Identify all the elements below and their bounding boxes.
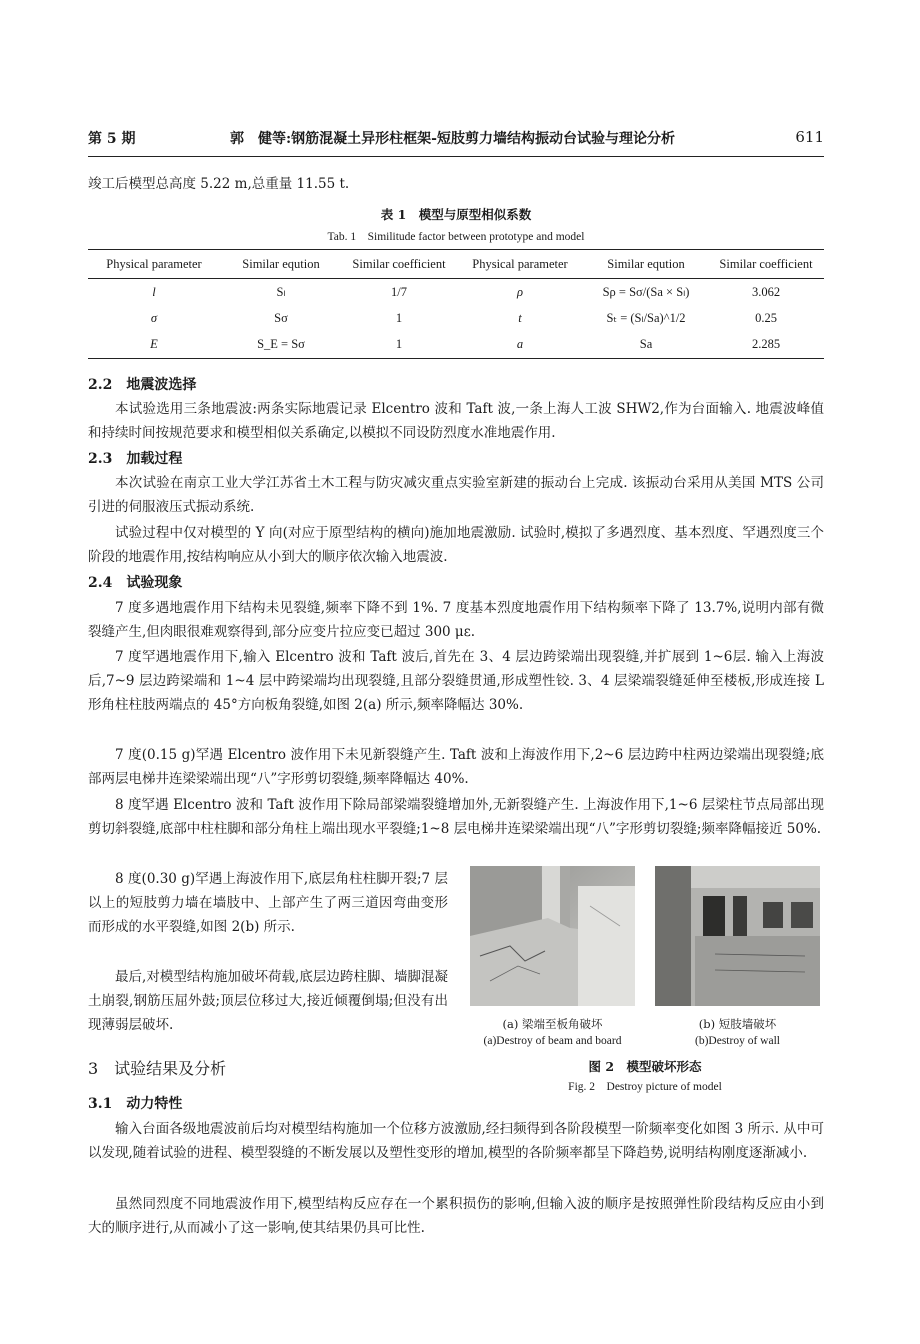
table-bottom-rule [88,358,824,359]
col-header: Physical parameter [88,250,220,279]
table-cell: Sρ = Sσ/(Sa × Sₗ) [602,285,690,299]
col-header: Similar eqution [220,250,342,279]
paragraph: 最后,对模型结构施加破坏荷载,底层边跨柱脚、墙脚混凝土崩裂,钢筋压屈外鼓;顶层位移过大,接近倾覆倒塌;但没有出现薄弱层破坏. [88,969,448,1033]
paragraph: 8 度(0.30 g)罕遇上海波作用下,底层角柱柱脚开裂;7 层以上的短肢剪力墙在墙肢中、上部产生了两三道因弯曲变形而形成的水平裂缝,如图 2(b) 所示. [88,871,448,935]
subcaption-b-en: (b)Destroy of wall [695,1035,780,1047]
table-cell: a [516,336,524,351]
table-row [88,305,824,331]
table-cell: σ [150,310,158,325]
photo-wall-image [655,866,820,1006]
paragraph: 本次试验在南京工业大学江苏省土木工程与防灾减灾重点实验室新建的振动台上完成. 该振动台采用从美国 MTS 公司引进的伺服液压式振动系统. [88,475,824,515]
subcaption-a-en: (a)Destroy of beam and board [483,1035,622,1047]
running-title: 郭 健等:钢筋混凝土异形柱框架-短肢剪力墙结构振动台试验与理论分析 [230,131,675,147]
similitude-table [88,250,824,357]
table-cell: 2.285 [751,336,781,351]
col-header: Physical parameter [456,250,584,279]
table-caption-en: Tab. 1 Similitude factor between prototype and model [327,231,585,243]
section-heading-2-3: 2.3 加载过程 [88,451,183,467]
table-row [88,279,824,306]
table-caption-cn: 表 1 模型与原型相似系数 [380,207,532,222]
figure-caption-en: Fig. 2 Destroy picture of model [568,1081,722,1093]
table-cell: Sₗ [276,285,286,299]
section-heading-3: 3 试验结果及分析 [88,1059,227,1078]
table-cell: Sσ [274,310,288,325]
paragraph: 输入台面各级地震波前后均对模型结构施加一个位移方波激励,经扫频得到各阶段模型一阶频率变化如图 3 所示. 从中可以发现,随着试验的进程、模型裂缝的不断发展以及塑性变形的增加,模型的各阶频率都呈下降趋势,说明结构刚度逐渐减小. [88,1121,824,1161]
page-number: 611 [795,128,824,146]
table-cell: E [150,336,158,351]
intro-line: 竣工后模型总高度 5.22 m,总重量 11.55 t. [88,176,350,192]
section-heading-2-4: 2.4 试验现象 [88,575,183,591]
paragraph: 7 度(0.15 g)罕遇 Elcentro 波作用下未见新裂缝产生. Taft 波和上海波作用下,2~6 层边跨中柱两边梁端出现裂缝;底部两层电梯井连梁梁端出现“八”字形剪切裂缝,频率降幅达 40%. [88,747,824,787]
paragraph: 本试验选用三条地震波:两条实际地震记录 Elcentro 波和 Taft 波,一条上海人工波 SHW2,作为台面输入. 地震波峰值和持续时间按规范要求和模型相似关系确定,以模拟不同设防烈度水准地震作用. [88,401,824,441]
table-cell: 1 [395,336,403,351]
photo-wall-damage [655,866,820,1006]
table-cell: 1/7 [391,284,407,299]
table-cell: ρ [517,284,523,299]
subcaption-a-cn: (a) 梁端至板角破坏 [502,1017,603,1031]
paragraph: 8 度罕遇 Elcentro 波和 Taft 波作用下除局部梁端裂缝增加外,无新裂缝产生. 上海波作用下,1~6 层梁柱节点局部出现剪切斜裂缝,底部中柱柱脚和部分角柱上端出现水平裂缝;1~8 层电梯井连梁梁端出现“八”字形剪切裂缝;频率降幅接近 50%. [88,797,824,837]
table-row [88,331,824,357]
paragraph: 虽然同烈度不同地震波作用下,模型结构反应存在一个累积损伤的影响,但输入波的顺序是按照弹性阶段结构反应由小到大的顺序进行,从而减小了这一影响,使其结果仍具可比性. [88,1196,824,1236]
running-header [88,128,824,152]
col-header: Similar eqution [584,250,708,279]
col-header: Similar coefficient [342,250,456,279]
table-cell: Sa [639,336,653,351]
photo-beam-board-damage [470,866,635,1006]
header-rule [88,156,824,157]
table-cell: Sₜ = (Sₗ/Sa)^1/2 [606,311,686,325]
paragraph: 7 度多遇地震作用下结构未见裂缝,频率下降不到 1%. 7 度基本烈度地震作用下结构频率下降了 13.7%,说明内部有微裂缝产生,但肉眼很难观察得到,部分应变片拉应变已超过 300 με. [88,600,824,640]
table-header-row [88,250,824,279]
table-cell: l [152,284,156,299]
subcaption-b-cn: (b) 短肢墙破坏 [698,1017,777,1031]
table-cell: 0.25 [755,310,777,325]
issue-number: 第 5 期 [88,131,136,147]
section-heading-2-2: 2.2 地震波选择 [88,377,197,393]
table-cell: 1 [395,310,403,325]
table-cell: t [518,310,522,325]
table-cell: 3.062 [751,284,781,299]
photo-beam-board-image [470,866,635,1006]
table-cell: S_E = Sσ [257,336,305,351]
paragraph: 7 度罕遇地震作用下,输入 Elcentro 波和 Taft 波后,首先在 3、4 层边跨梁端出现裂缝,并扩展到 1~6层. 输入上海波后,7~9 层边跨梁端和 1~4 层中跨梁端均出现裂缝,且部分裂缝贯通,形成塑性铰. 3、4 层梁端裂缝延伸至楼板,形成连接 L 形角柱柱肢两端点的 45°方向板角裂缝,如图 2(a) 所示,频率降幅达 30%. [88,649,824,713]
col-header: Similar coefficient [708,250,824,279]
figure-caption-cn: 图 2 模型破坏形态 [588,1059,702,1074]
paragraph: 试验过程中仅对模型的 Y 向(对应于原型结构的横向)施加地震激励. 试验时,模拟了多遇烈度、基本烈度、罕遇烈度三个阶段的地震作用,按结构响应从小到大的顺序依次输入地震波. [88,525,824,565]
section-heading-3-1: 3.1 动力特性 [88,1096,183,1112]
